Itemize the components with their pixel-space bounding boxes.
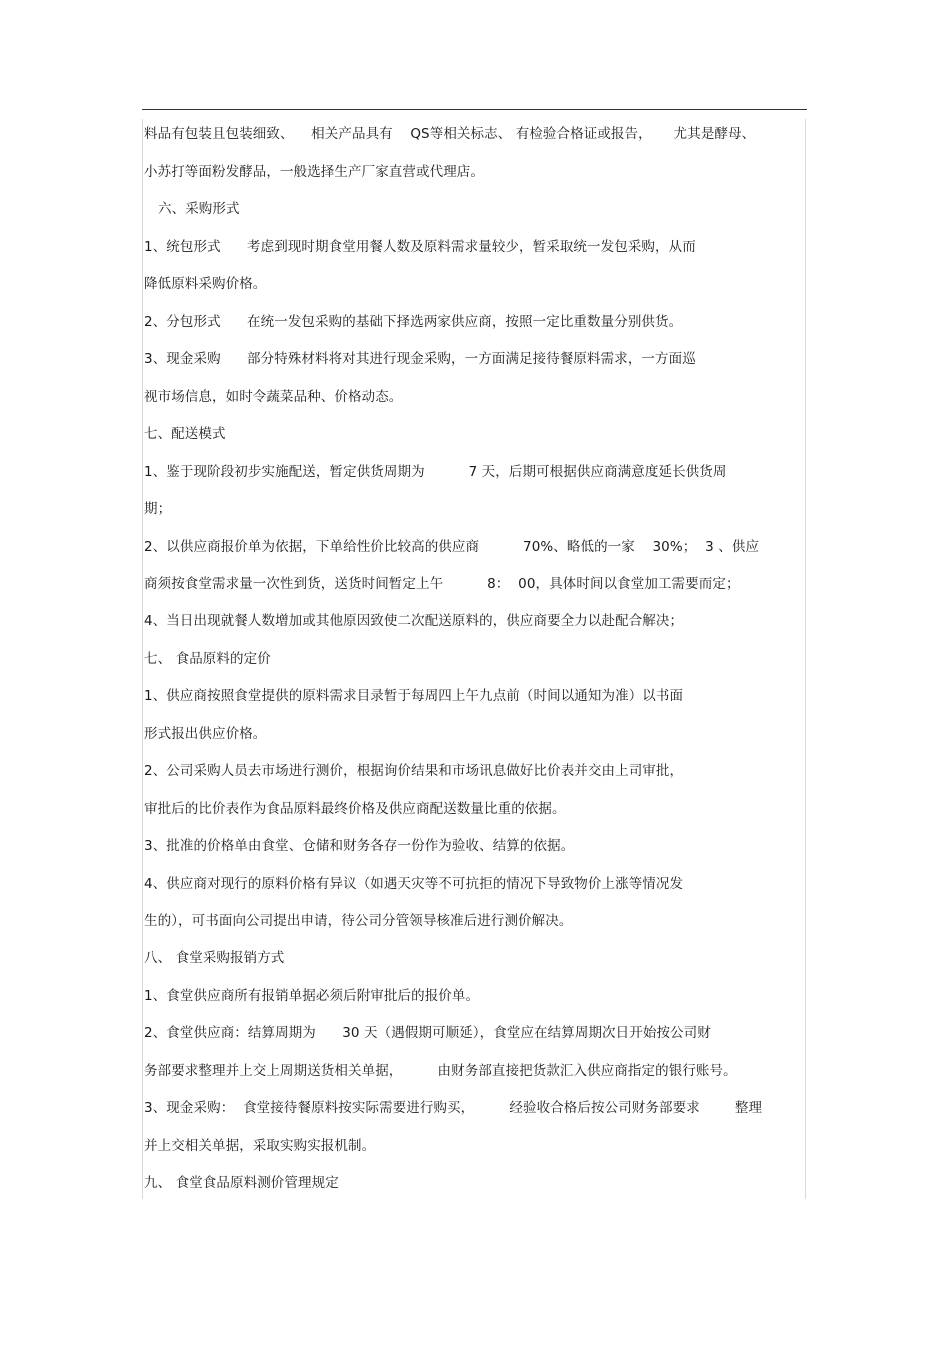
text-line: 2、分包形式 在统一发包采购的基础下择选两家供应商，按照一定比重数量分别供货。 bbox=[144, 314, 683, 330]
text-line: 1、鉴于现阶段初步实施配送，暂定供货周期为 7 天，后期可根据供应商满意度延长供货周 bbox=[144, 464, 727, 480]
text-line: 4、供应商对现行的原料价格有异议（如遇天灾等不可抗拒的情况下导致物价上涨等情况发 bbox=[144, 876, 684, 892]
text-line: 审批后的比价表作为食品原料最终价格及供应商配送数量比重的依据。 bbox=[144, 801, 566, 817]
text-line: 2、公司采购人员去市场进行测价，根据询价结果和市场讯息做好比价表并交由上司审批， bbox=[144, 763, 684, 779]
text-line: 2、以供应商报价单为依据，下单给性价比较高的供应商 70%、略低的一家 30%； 3 、供应 bbox=[144, 539, 760, 555]
text-line: 视市场信息，如时令蔬菜品种、价格动态。 bbox=[144, 389, 403, 405]
text-line: 4、当日出现就餐人数增加或其他原因致使二次配送原料的，供应商要全力以赴配合解决； bbox=[144, 613, 684, 629]
text-line: 1、统包形式 考虑到现时期食堂用餐人数及原料需求量较少，暂采取统一发包采购，从而 bbox=[144, 239, 696, 255]
text-line: 形式报出供应价格。 bbox=[144, 726, 267, 742]
section-heading: 七、 食品原料的定价 bbox=[144, 651, 271, 667]
text-line: 3、现金采购： 食堂接待餐原料按实际需要进行购买， 经验收合格后按公司财务部要求 整理 bbox=[144, 1100, 763, 1116]
text-line: 务部要求整理并上交上周期送货相关单据， 由财务部直接把货款汇入供应商指定的银行账号。 bbox=[144, 1063, 737, 1079]
section-heading: 七、配送模式 bbox=[144, 426, 226, 442]
section-heading: 八、 食堂采购报销方式 bbox=[144, 950, 285, 966]
text-line: 并上交相关单据，采取实购实报机制。 bbox=[144, 1138, 376, 1154]
header-rule bbox=[142, 109, 807, 110]
text-line: 料品有包装且包装细致、 相关产品具有 QS等相关标志、 有检验合格证或报告， 尤其是酵母、 bbox=[144, 126, 756, 142]
text-line: 期； bbox=[144, 501, 172, 517]
text-line: 1、供应商按照食堂提供的原料需求目录暂于每周四上午九点前（时间以通知为准）以书面 bbox=[144, 688, 684, 704]
section-heading: 九、 食堂食品原料测价管理规定 bbox=[144, 1175, 339, 1191]
text-line: 2、食堂供应商：结算周期为 30 天（遇假期可顺延），食堂应在结算周期次日开始按公司财 bbox=[144, 1025, 711, 1041]
text-line: 降低原料采购价格。 bbox=[144, 276, 267, 292]
text-line: 1、食堂供应商所有报销单据必须后附审批后的报价单。 bbox=[144, 988, 480, 1004]
text-line: 3、批准的价格单由食堂、仓储和财务各存一份作为验收、结算的依据。 bbox=[144, 838, 575, 854]
text-line: 3、现金采购 部分特殊材料将对其进行现金采购，一方面满足接待餐原料需求，一方面巡 bbox=[144, 351, 696, 367]
text-line: 商须按食堂需求量一次性到货，送货时间暂定上午 8： 00，具体时间以食堂加工需要而定； bbox=[144, 576, 740, 592]
text-line: 小苏打等面粉发酵品，一般选择生产厂家直营或代理店。 bbox=[144, 164, 484, 180]
text-line: 生的），可书面向公司提出申请，待公司分管领导核准后进行测价解决。 bbox=[144, 913, 573, 929]
section-heading: 六、采购形式 bbox=[158, 201, 240, 217]
